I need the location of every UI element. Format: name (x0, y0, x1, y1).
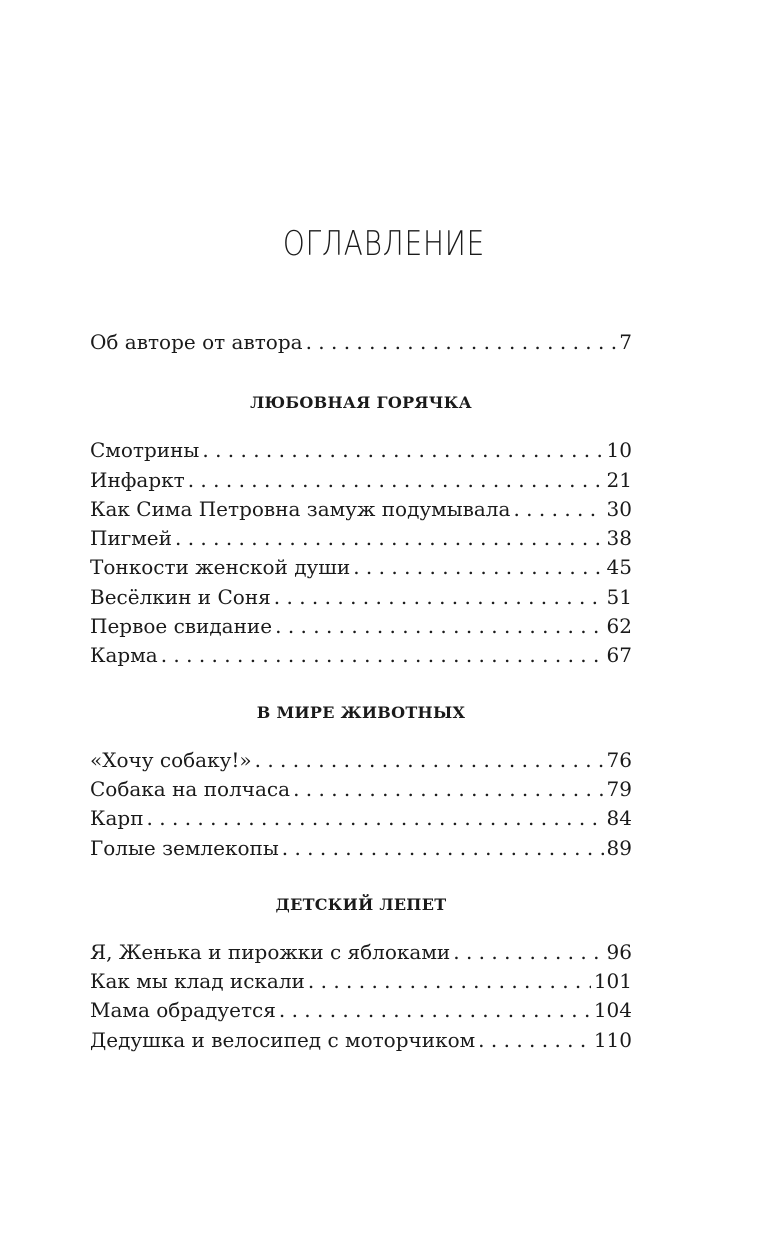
toc-entry-title: Тонкости женской души (90, 555, 351, 580)
toc-entry-title: «Хочу собаку!» (90, 747, 252, 772)
section-heading-love: ЛЮБОВНАЯ ГОРЯЧКА (250, 393, 472, 413)
dot-leader (282, 834, 604, 863)
toc-entry-title: Пигмей (90, 526, 172, 551)
toc-entry[interactable] (90, 612, 632, 641)
toc-entry-page: 67 (606, 643, 632, 668)
toc-entry[interactable] (90, 436, 632, 465)
toc-entry-title: Первое свидание (90, 614, 273, 639)
dot-leader (478, 1026, 591, 1055)
toc-entry-title: Об авторе от автора (90, 330, 303, 354)
toc-entry-title: Смотрины (90, 438, 200, 463)
toc-entry-title: Собака на полчаса (90, 776, 291, 801)
toc-entry-title: Карп (90, 806, 144, 831)
dot-leader (255, 746, 604, 775)
table-of-contents (90, 328, 632, 1055)
toc-entry-page: 30 (606, 496, 632, 521)
toc-entry[interactable] (90, 466, 632, 495)
toc-entry-page: 84 (606, 806, 632, 831)
section-heading-animals: В МИРЕ ЖИВОТНЫХ (256, 702, 466, 722)
toc-entry-page: 110 (593, 1027, 632, 1052)
toc-entry-page: 51 (606, 584, 632, 609)
toc-entry-title: Как Сима Петровна замуж подумывала (90, 496, 511, 521)
toc-entry-title: Мама обрадуется (90, 998, 276, 1023)
toc-entry-page: 104 (593, 998, 632, 1023)
dot-leader (353, 553, 603, 582)
toc-entry-page: 62 (606, 614, 632, 639)
toc-entry-page: 79 (606, 776, 632, 801)
dot-leader (279, 996, 591, 1025)
page-title: ОГЛАВЛЕНИЕ (282, 224, 486, 264)
toc-entry-intro[interactable] (90, 328, 632, 357)
toc-entry-page: 96 (606, 939, 632, 964)
dot-leader (175, 524, 604, 553)
toc-entry-page: 101 (593, 969, 632, 994)
dot-leader (306, 328, 617, 357)
dot-leader (308, 967, 591, 996)
toc-entry-title: Весёлкин и Соня (90, 584, 271, 609)
toc-entry[interactable] (90, 996, 632, 1025)
dot-leader (188, 466, 604, 495)
toc-entry[interactable] (90, 804, 632, 833)
toc-entry-page: 45 (606, 555, 632, 580)
toc-entry-title: Инфаркт (90, 467, 185, 492)
dot-leader (147, 804, 604, 833)
toc-entry[interactable] (90, 495, 632, 524)
toc-entry-page: 7 (619, 330, 632, 354)
toc-entry[interactable] (90, 641, 632, 670)
toc-entry-title: Как мы клад искали (90, 969, 305, 994)
toc-entry-title: Голые землекопы (90, 835, 279, 860)
section-heading-kids: ДЕТСКИЙ ЛЕПЕТ (275, 894, 447, 914)
dot-leader (453, 938, 603, 967)
toc-entry[interactable] (90, 583, 632, 612)
toc-entry-title: Карма (90, 643, 158, 668)
toc-entry-page: 10 (606, 438, 632, 463)
dot-leader (275, 612, 603, 641)
toc-entry[interactable] (90, 1026, 632, 1055)
toc-entry-title: Дедушка и велосипед с моторчиком (90, 1027, 476, 1052)
toc-entry[interactable] (90, 775, 632, 804)
dot-leader (513, 495, 603, 524)
toc-entry[interactable] (90, 834, 632, 863)
dot-leader (202, 436, 603, 465)
dot-leader (161, 641, 604, 670)
toc-entry-page: 89 (606, 835, 632, 860)
toc-entry[interactable] (90, 938, 632, 967)
toc-entry[interactable] (90, 967, 632, 996)
dot-leader (293, 775, 603, 804)
dot-leader (274, 583, 604, 612)
toc-entry[interactable] (90, 524, 632, 553)
toc-entry-page: 76 (606, 747, 632, 772)
toc-entry-page: 38 (606, 526, 632, 551)
toc-entry[interactable] (90, 553, 632, 582)
toc-entry-title: Я, Женька и пирожки с яблоками (90, 939, 451, 964)
toc-entry-page: 21 (606, 467, 632, 492)
toc-entry[interactable] (90, 746, 632, 775)
